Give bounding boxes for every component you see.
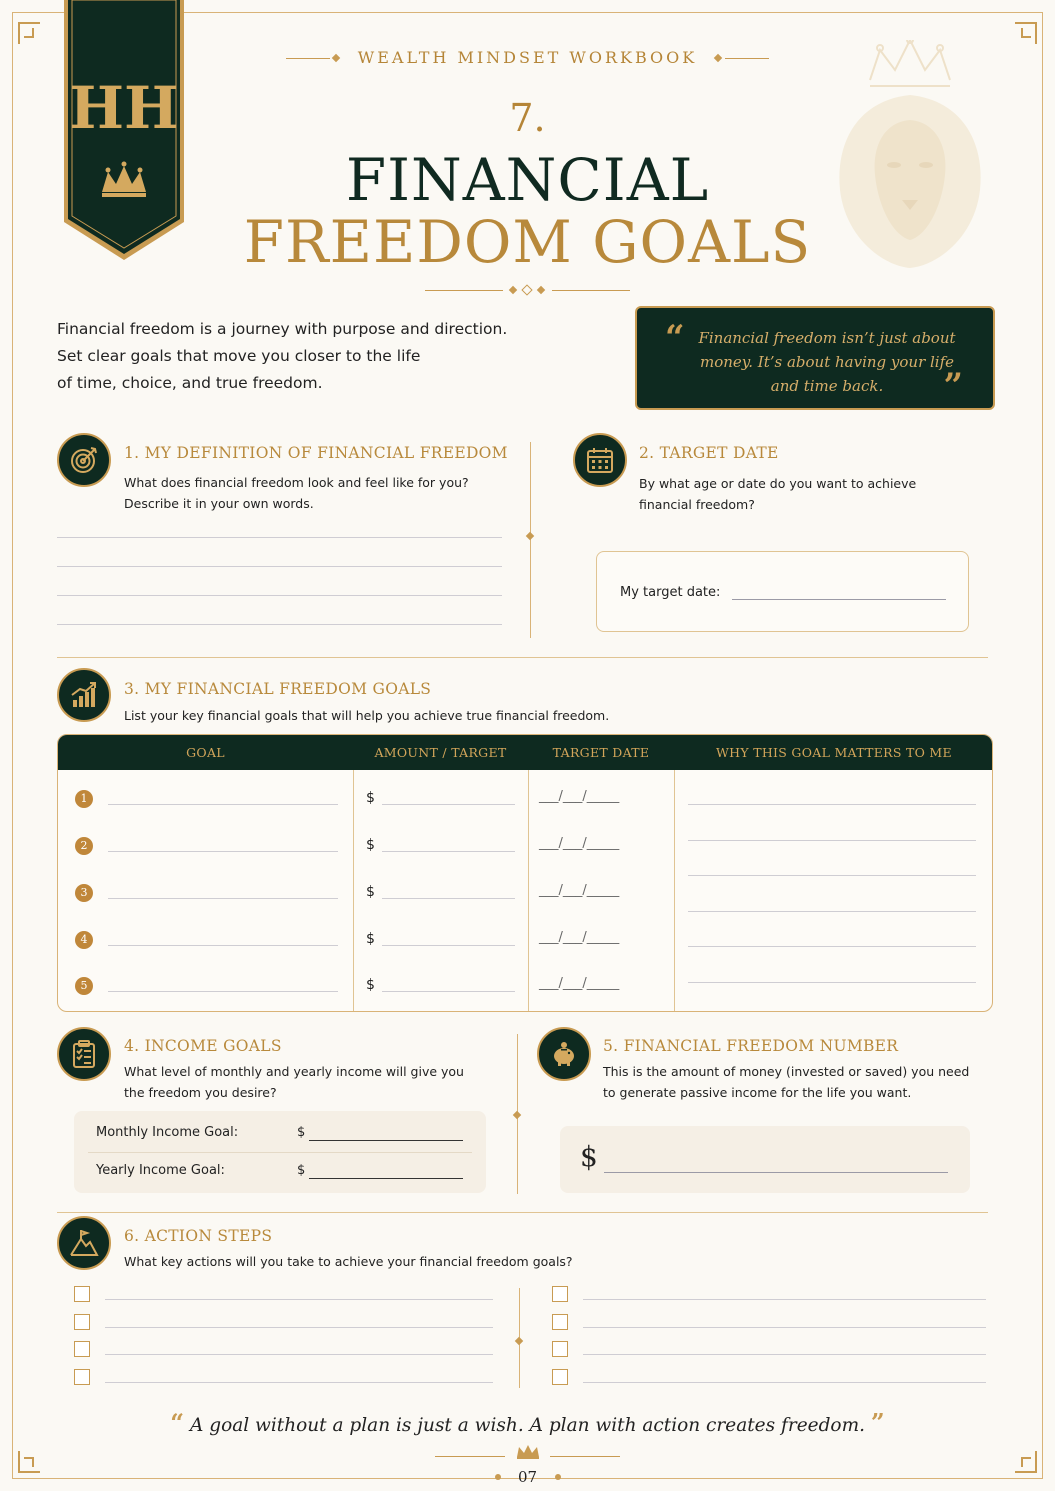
section5-desc: This is the amount of money (invested or saved) you need to generate passive income for the life you want. [603,1064,970,1100]
goal-field[interactable] [108,898,338,899]
section1-desc: What does financial freedom look and feel like for you? Describe it in your own words. [124,475,469,511]
amount-currency: $ [366,977,375,993]
action-step-field[interactable] [105,1327,493,1328]
definition-line[interactable] [57,537,502,538]
why-field[interactable] [688,840,976,841]
freedom-number-box [560,1126,970,1193]
why-field[interactable] [688,911,976,912]
workbook-label: WEALTH MINDSET WORKBOOK [357,48,698,67]
amount-field[interactable] [382,991,515,992]
target-date-field[interactable]: ___/___/_____ [539,930,620,945]
freedom-number-currency: $ [580,1140,598,1173]
why-field[interactable] [688,982,976,983]
row-number-badge: 4 [75,931,93,949]
target-date-field[interactable] [732,599,946,600]
yearly-currency: $ [297,1163,306,1178]
page-title-line2: FREEDOM GOALS [243,208,812,276]
goal-field[interactable] [108,991,338,992]
action-step-checkbox[interactable] [74,1314,90,1330]
goal-field[interactable] [108,851,338,852]
goal-field[interactable] [108,945,338,946]
goals-table [57,734,993,1012]
corner-ornament [18,22,40,44]
piggy-bank-icon [537,1027,591,1081]
action-step-checkbox[interactable] [552,1314,568,1330]
target-date-field[interactable]: ___/___/_____ [539,976,620,991]
action-step-field[interactable] [583,1354,986,1355]
footer-rule [550,1456,620,1457]
footer-quote-text: A goal without a plan is just a wish. A plan with action creates freedom. [189,1415,865,1436]
section-separator [57,657,988,658]
logo-letters: HH [69,74,179,142]
monthly-income-field[interactable] [309,1140,463,1141]
action-step-field[interactable] [105,1354,493,1355]
section-separator [57,1212,988,1213]
section5-title: 5. FINANCIAL FREEDOM NUMBER [603,1037,899,1055]
footer-rule [435,1456,505,1457]
freedom-number-field[interactable] [604,1172,948,1173]
why-field[interactable] [688,875,976,876]
column-header-why: WHY THIS GOAL MATTERS TO ME [716,745,952,760]
column-header-amount: AMOUNT / TARGET [374,745,507,760]
calendar-icon [573,433,627,487]
target-date-field[interactable]: ___/___/_____ [539,789,620,804]
table-column-divider [674,770,675,1012]
income-goals-box [74,1111,486,1193]
amount-field[interactable] [382,804,515,805]
why-field[interactable] [688,804,976,805]
footer-crown-icon [515,1444,541,1460]
column-header-date: TARGET DATE [552,745,650,760]
footer-quote [0,1408,1055,1437]
amount-field[interactable] [382,945,515,946]
corner-ornament [1015,22,1037,44]
income-divider [88,1152,472,1153]
row-number-badge: 1 [75,790,93,808]
section2-desc: By what age or date do you want to achieve financial freedom? [639,476,917,512]
why-field[interactable] [688,946,976,947]
intro-text: Financial freedom is a journey with purpose and direction. Set clear goals that move you closer to the life of time, choice, and true freedom. [57,320,508,392]
footer-dot [555,1474,561,1480]
target-date-box [596,551,969,632]
row-number-badge: 5 [75,977,93,995]
monthly-income-label: Monthly Income Goal: [96,1125,239,1140]
title-rule [552,290,630,291]
chapter-number: 7. [509,96,546,140]
action-step-checkbox[interactable] [552,1341,568,1357]
section4-desc: What level of monthly and yearly income will give you the freedom you desire? [124,1064,464,1100]
amount-field[interactable] [382,851,515,852]
section3-title: 3. MY FINANCIAL FREEDOM GOALS [124,680,432,698]
action-step-checkbox[interactable] [74,1286,90,1302]
quote-text: Financial freedom isn’t just about money. It’s about having your life and time back. [698,329,956,395]
definition-line[interactable] [57,566,502,567]
title-rule [425,290,503,291]
yearly-income-label: Yearly Income Goal: [96,1163,225,1178]
action-step-field[interactable] [583,1327,986,1328]
target-date-field[interactable]: ___/___/_____ [539,836,620,851]
section2-title: 2. TARGET DATE [639,444,779,462]
yearly-income-field[interactable] [309,1178,463,1179]
quote-box [635,306,995,410]
section3-desc: List your key financial goals that will help you achieve true financial freedom. [124,708,610,723]
table-header [58,735,993,770]
quote-open-mark: “ [665,318,685,358]
monthly-currency: $ [297,1125,306,1140]
goal-field[interactable] [108,804,338,805]
footer-quote-close: ” [870,1408,885,1437]
action-step-field[interactable] [583,1299,986,1300]
column-header-goal: GOAL [186,745,225,760]
section6-desc: What key actions will you take to achieve your financial freedom goals? [124,1254,573,1269]
amount-currency: $ [366,884,375,900]
section1-title: 1. MY DEFINITION OF FINANCIAL FREEDOM [124,444,508,462]
action-step-checkbox[interactable] [552,1286,568,1302]
target-date-field[interactable]: ___/___/_____ [539,883,620,898]
page-title-line1: FINANCIAL [345,146,710,214]
action-step-checkbox[interactable] [552,1369,568,1385]
action-step-checkbox[interactable] [74,1341,90,1357]
amount-field[interactable] [382,898,515,899]
footer-quote-open: “ [170,1408,185,1437]
amount-currency: $ [366,790,375,806]
action-step-field[interactable] [105,1382,493,1383]
row-number-badge: 3 [75,884,93,902]
row-number-badge: 2 [75,837,93,855]
page-number: 07 [517,1468,538,1486]
definition-line[interactable] [57,624,502,625]
header-rule [725,58,769,59]
definition-line[interactable] [57,595,502,596]
target-icon [57,433,111,487]
amount-currency: $ [366,837,375,853]
action-step-checkbox[interactable] [74,1369,90,1385]
section6-title: 6. ACTION STEPS [124,1227,273,1245]
growth-chart-icon [57,668,111,722]
quote-close-mark: ” [943,366,963,406]
section4-title: 4. INCOME GOALS [124,1037,282,1055]
amount-currency: $ [366,931,375,947]
action-step-field[interactable] [105,1299,493,1300]
clipboard-icon [57,1027,111,1081]
target-date-label: My target date: [620,585,721,600]
action-step-field[interactable] [583,1382,986,1383]
mountain-flag-icon [57,1216,111,1270]
table-column-divider [528,770,529,1012]
table-column-divider [353,770,354,1012]
